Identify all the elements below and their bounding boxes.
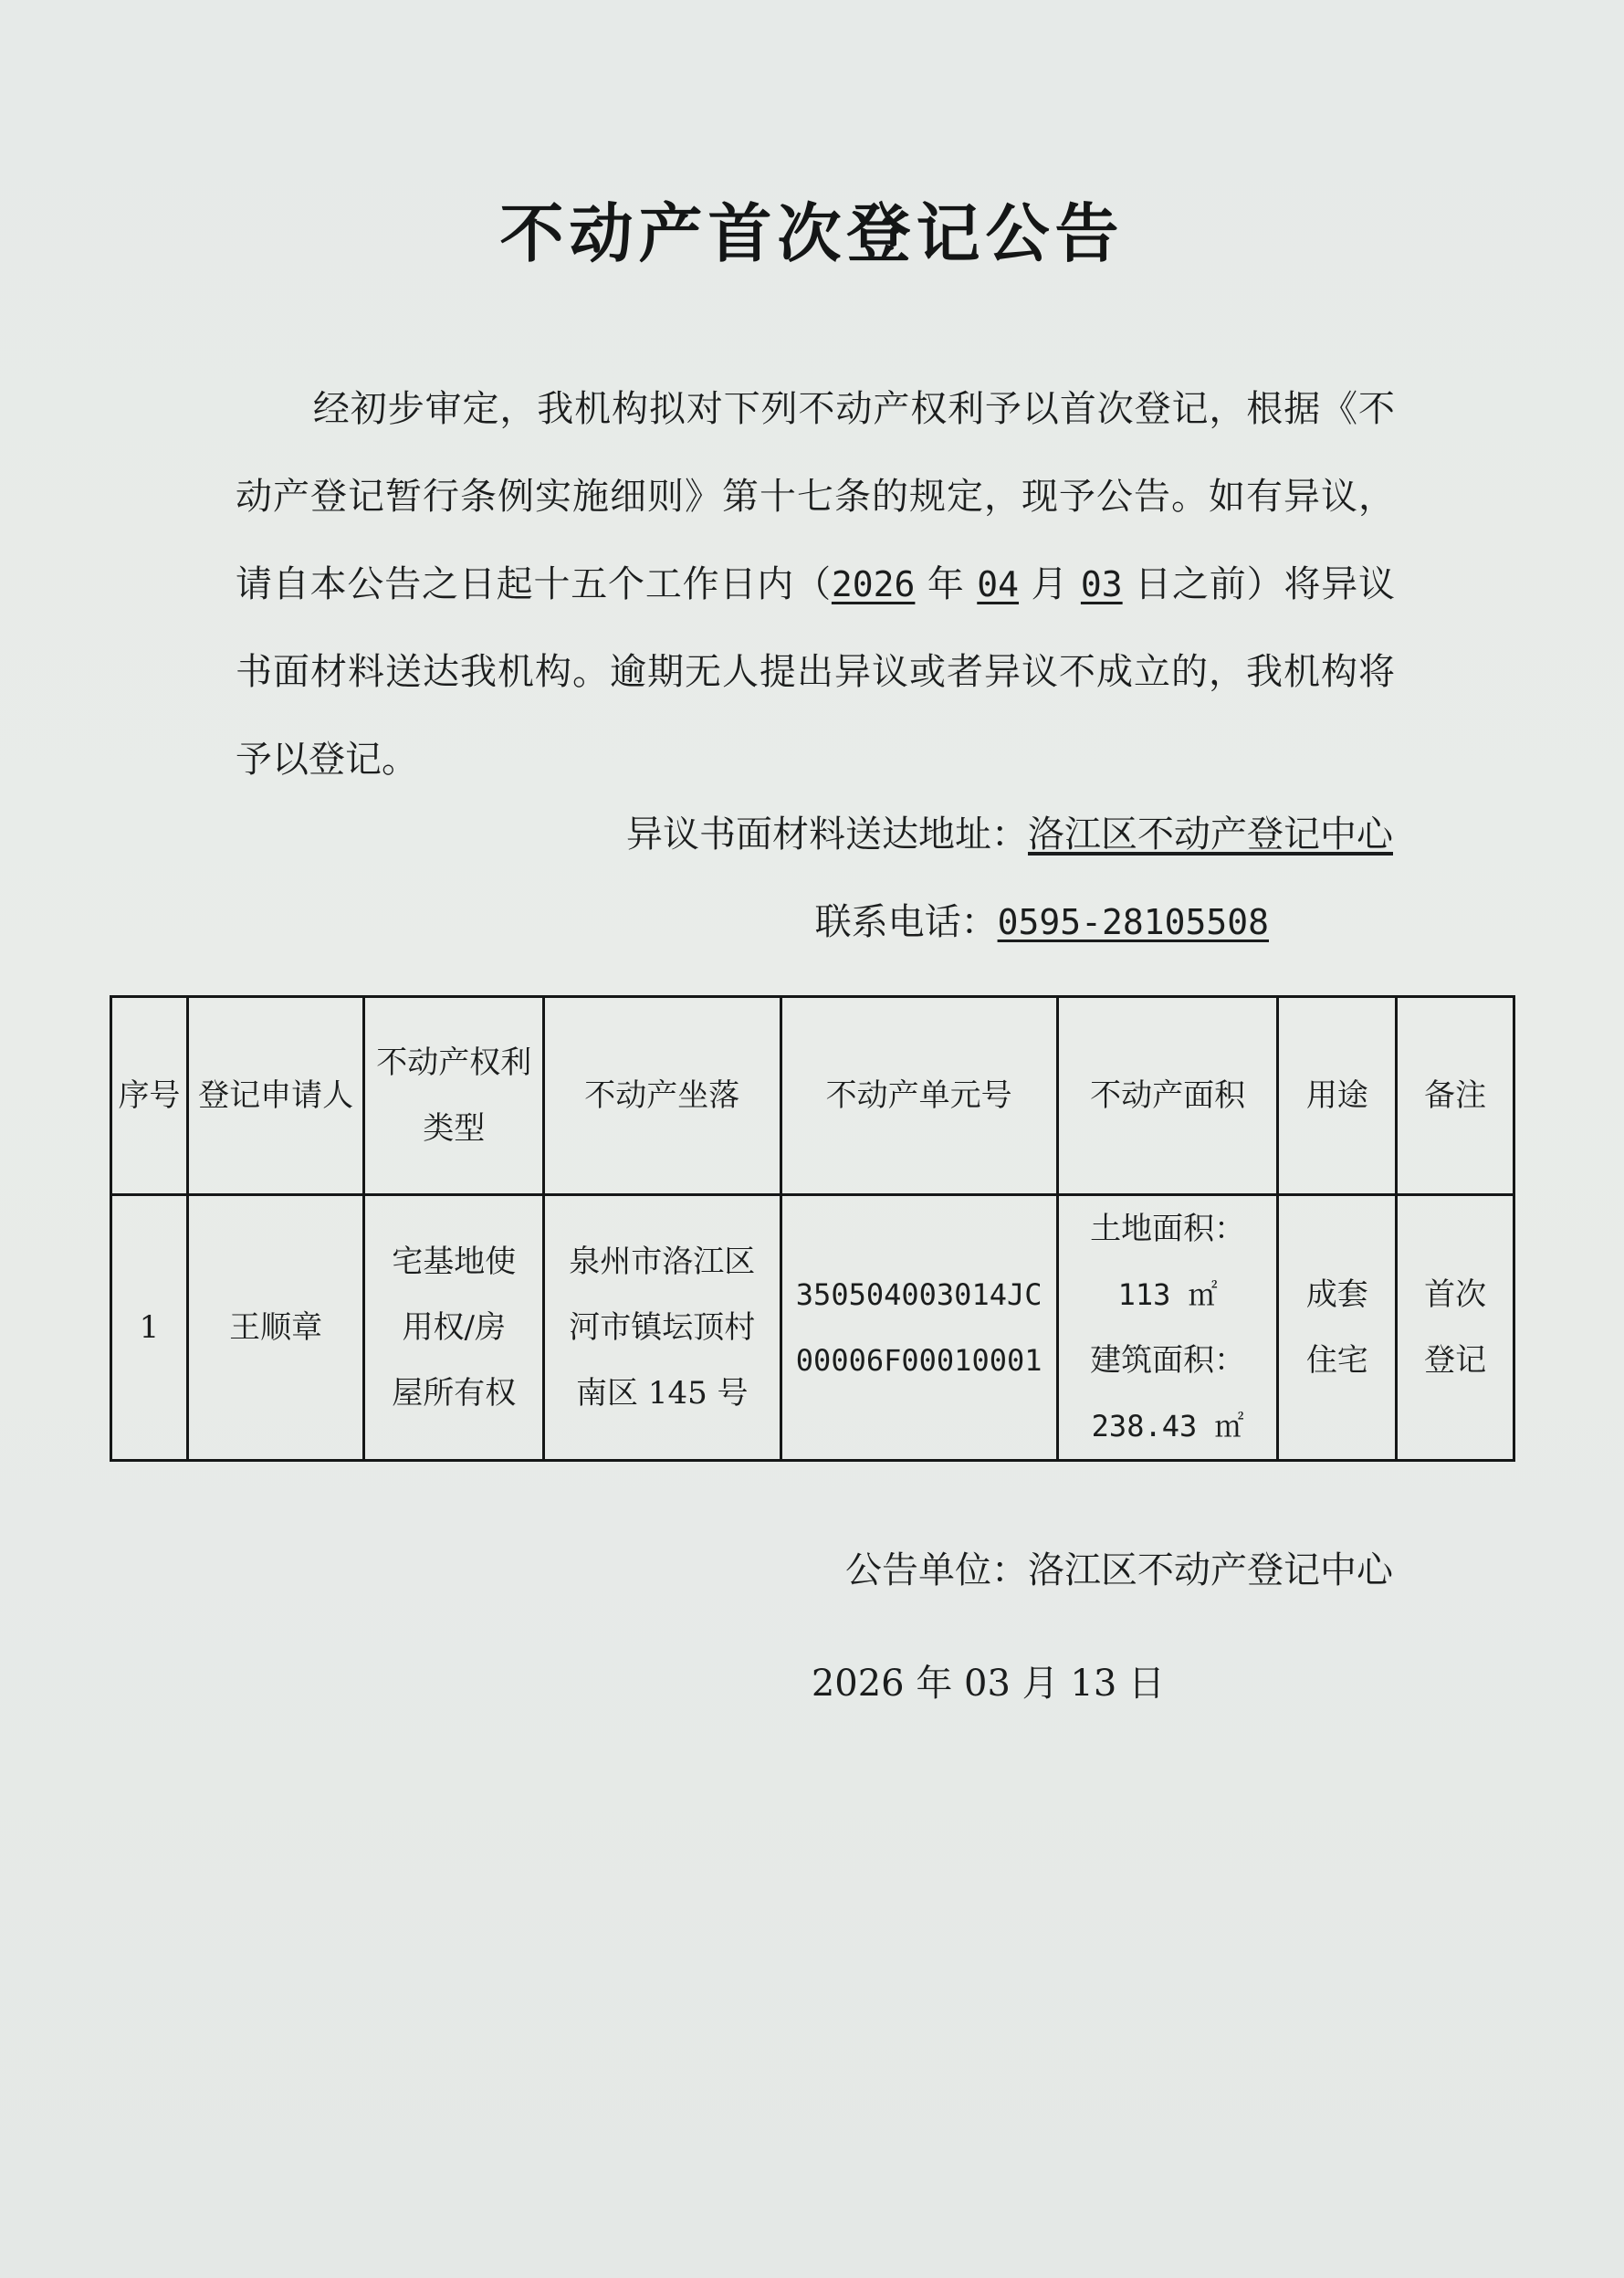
cell-applicant: 王顺章 [187, 1195, 364, 1461]
cell-location-line: 河市镇坛顶村 [569, 1309, 756, 1346]
col-header-location: 不动产坐落 [544, 997, 781, 1195]
cell-location [544, 1195, 781, 1461]
cell-remark-line: 登记 [1424, 1342, 1487, 1379]
cell-land-area-value: 113 ㎡ [1117, 1277, 1218, 1312]
col-header-index: 序号 [111, 997, 188, 1195]
cell-unit-no-line: 350504003014JC [795, 1277, 1043, 1312]
deadline-month-unit: 月 [1019, 563, 1081, 605]
page-title: 不动产首次登记公告 [499, 196, 1125, 271]
issuer-name: 洛江区不动产登记中心 [1028, 1549, 1393, 1591]
cell-remark [1397, 1195, 1514, 1461]
table-header-row [111, 997, 1514, 1195]
cell-location-line: 泉州市洛江区 [569, 1244, 756, 1280]
objection-address-label: 异议书面材料送达地址： [626, 814, 1028, 856]
table-row [111, 1195, 1514, 1461]
col-header-applicant: 登记申请人 [187, 997, 364, 1195]
registration-table [110, 995, 1515, 1462]
col-header-right-type: 不动产权利类型 [364, 997, 544, 1195]
cell-usage-line: 成套 [1305, 1276, 1368, 1313]
cell-right-type-line: 宅基地使 [392, 1244, 517, 1280]
col-header-remark: 备注 [1397, 997, 1514, 1195]
contact-phone-label: 联系电话： [814, 901, 998, 943]
cell-land-area-label: 土地面积： [1090, 1211, 1246, 1247]
cell-unit-no-line: 00006F00010001 [795, 1343, 1043, 1378]
cell-right-type-line: 屋所有权 [392, 1375, 517, 1412]
deadline-day: 03 [1080, 564, 1123, 604]
contact-phone-value: 0595-28105508 [997, 902, 1269, 942]
issuer-line [845, 1541, 1393, 1593]
cell-location-line: 南区 145 号 [576, 1375, 749, 1412]
cell-unit-no [781, 1195, 1057, 1461]
deadline-month: 04 [977, 564, 1020, 604]
cell-usage [1278, 1195, 1397, 1461]
notice-text-part1: 经初步审定，我机构拟对下列不动产权利予以首次登记，根据《不动产登记暂行条例实施细则》第十七条的规定，现予公告。如有异议，请自本公告之日起十五个工作日内（ [236, 388, 1395, 605]
col-header-area: 不动产面积 [1057, 997, 1278, 1195]
issue-date: 2026 年 03 月 13 日 [811, 1663, 1165, 1705]
cell-remark-line: 首次 [1424, 1276, 1487, 1313]
cell-usage-line: 住宅 [1305, 1342, 1368, 1379]
cell-right-type-line: 用权/房 [402, 1309, 506, 1346]
objection-address-value: 洛江区不动产登记中心 [1028, 814, 1393, 856]
objection-address-line [626, 805, 1393, 857]
issuer-label: 公告单位： [845, 1549, 1028, 1591]
cell-index: 1 [111, 1195, 188, 1461]
deadline-year-unit: 年 [915, 563, 978, 605]
cell-right-type [364, 1195, 544, 1461]
notice-text-part2: 日之前）将异议书面材料送达我机构。逾期无人提出异议或者异议不成立的，我机构将予以登记。 [236, 563, 1396, 781]
cell-building-area-label: 建筑面积： [1090, 1342, 1246, 1379]
notice-body [236, 365, 1395, 803]
deadline-year: 2026 [831, 564, 916, 604]
cell-building-area-value: 238.43 ㎡ [1091, 1409, 1244, 1443]
col-header-usage: 用途 [1278, 997, 1397, 1195]
col-header-unit-no: 不动产单元号 [781, 997, 1057, 1195]
contact-phone-line [815, 893, 1269, 945]
cell-area [1057, 1195, 1278, 1461]
